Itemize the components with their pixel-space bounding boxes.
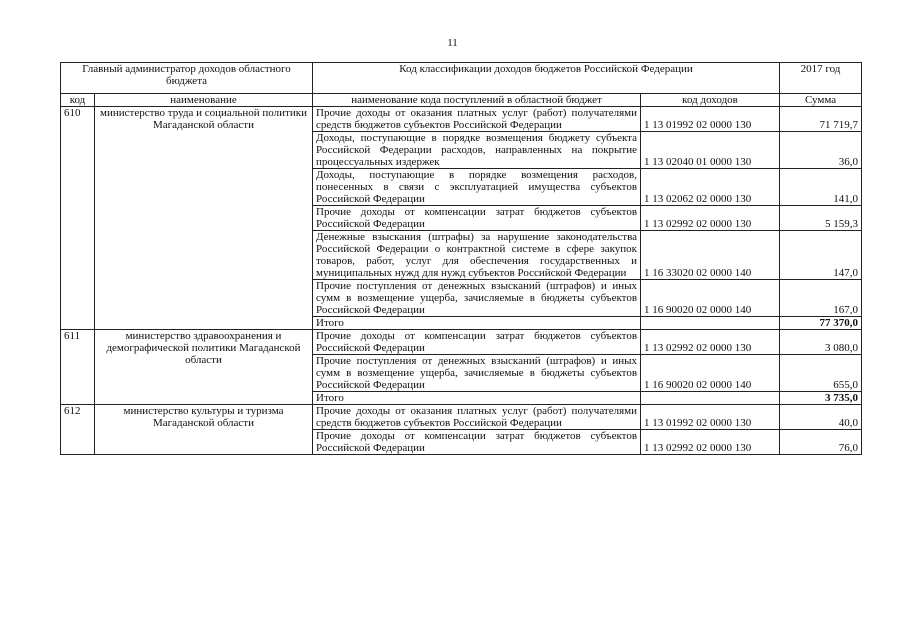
table-body (61, 107, 862, 455)
income-description: Прочие доходы от оказания платных услуг (работ) получателями средств бюджетов субъектов Российской Федерации (313, 107, 641, 132)
income-description: Доходы, поступающие в порядке возмещения расходов, понесенных в связи с эксплуатацией имущества субъектов Российской Федерации (313, 169, 641, 206)
income-description: Прочие доходы от компенсации затрат бюджетов субъектов Российской Федерации (313, 430, 641, 455)
header-col-name: наименование (95, 94, 313, 107)
income-code: 1 13 02992 02 0000 130 (641, 330, 780, 355)
income-code: 1 13 01992 02 0000 130 (641, 107, 780, 132)
total-code-empty (641, 392, 780, 405)
total-sum: 77 370,0 (780, 317, 862, 330)
admin-code: 612 (61, 405, 95, 455)
income-sum: 655,0 (780, 355, 862, 392)
income-sum: 5 159,3 (780, 206, 862, 231)
income-code: 1 16 90020 02 0000 140 (641, 280, 780, 317)
income-description: Доходы, поступающие в порядке возмещения бюджету субъекта Российской Федерации расходов, направленных на покрытие процессуальных издержек (313, 132, 641, 169)
table-row (61, 405, 862, 430)
income-sum: 40,0 (780, 405, 862, 430)
income-sum: 167,0 (780, 280, 862, 317)
header-admin-group: Главный администратор доходов областного бюджета (61, 63, 313, 94)
table-row (61, 330, 862, 355)
page-number: 11 (447, 37, 458, 49)
admin-name: министерство культуры и туризма Магаданской области (95, 405, 313, 455)
income-sum: 76,0 (780, 430, 862, 455)
header-col-income-name: наименование кода поступлений в областной бюджет (313, 94, 641, 107)
revenue-table (60, 62, 862, 455)
income-description: Прочие поступления от денежных взысканий (штрафов) и иных сумм в возмещение ущерба, зачисляемые в бюджеты субъектов Российской Федерации (313, 280, 641, 317)
admin-name: министерство здравоохранения и демографической политики Магаданской области (95, 330, 313, 405)
total-label: Итого (313, 317, 641, 330)
income-code: 1 13 01992 02 0000 130 (641, 405, 780, 430)
income-description: Прочие поступления от денежных взысканий (штрафов) и иных сумм в возмещение ущерба, зачисляемые в бюджеты субъектов Российской Федерации (313, 355, 641, 392)
total-code-empty (641, 317, 780, 330)
income-sum: 3 080,0 (780, 330, 862, 355)
total-sum: 3 735,0 (780, 392, 862, 405)
income-description: Прочие доходы от компенсации затрат бюджетов субъектов Российской Федерации (313, 330, 641, 355)
income-code: 1 16 33020 02 0000 140 (641, 231, 780, 280)
header-year: 2017 год (780, 63, 862, 94)
income-description: Денежные взыскания (штрафы) за нарушение законодательства Российской Федерации о контрактной системе в сфере закупок товаров, работ, услуг для обеспечения государственных и муниципальных нужд для нужд субъектов Российской Федерации (313, 231, 641, 280)
header-classification: Код классификации доходов бюджетов Российской Федерации (313, 63, 780, 94)
header-col-code: код (61, 94, 95, 107)
income-code: 1 13 02040 01 0000 130 (641, 132, 780, 169)
admin-name: министерство труда и социальной политики Магаданской области (95, 107, 313, 330)
admin-code: 610 (61, 107, 95, 330)
income-sum: 71 719,7 (780, 107, 862, 132)
income-code: 1 13 02992 02 0000 130 (641, 430, 780, 455)
table-row (61, 107, 862, 132)
income-description: Прочие доходы от компенсации затрат бюджетов субъектов Российской Федерации (313, 206, 641, 231)
income-code: 1 13 02062 02 0000 130 (641, 169, 780, 206)
income-sum: 36,0 (780, 132, 862, 169)
income-sum: 147,0 (780, 231, 862, 280)
income-sum: 141,0 (780, 169, 862, 206)
header-col-income-code: код доходов (641, 94, 780, 107)
admin-code: 611 (61, 330, 95, 405)
income-code: 1 13 02992 02 0000 130 (641, 206, 780, 231)
total-label: Итого (313, 392, 641, 405)
income-code: 1 16 90020 02 0000 140 (641, 355, 780, 392)
header-col-sum: Сумма (780, 94, 862, 107)
income-description: Прочие доходы от оказания платных услуг (работ) получателями средств бюджетов субъектов Российской Федерации (313, 405, 641, 430)
